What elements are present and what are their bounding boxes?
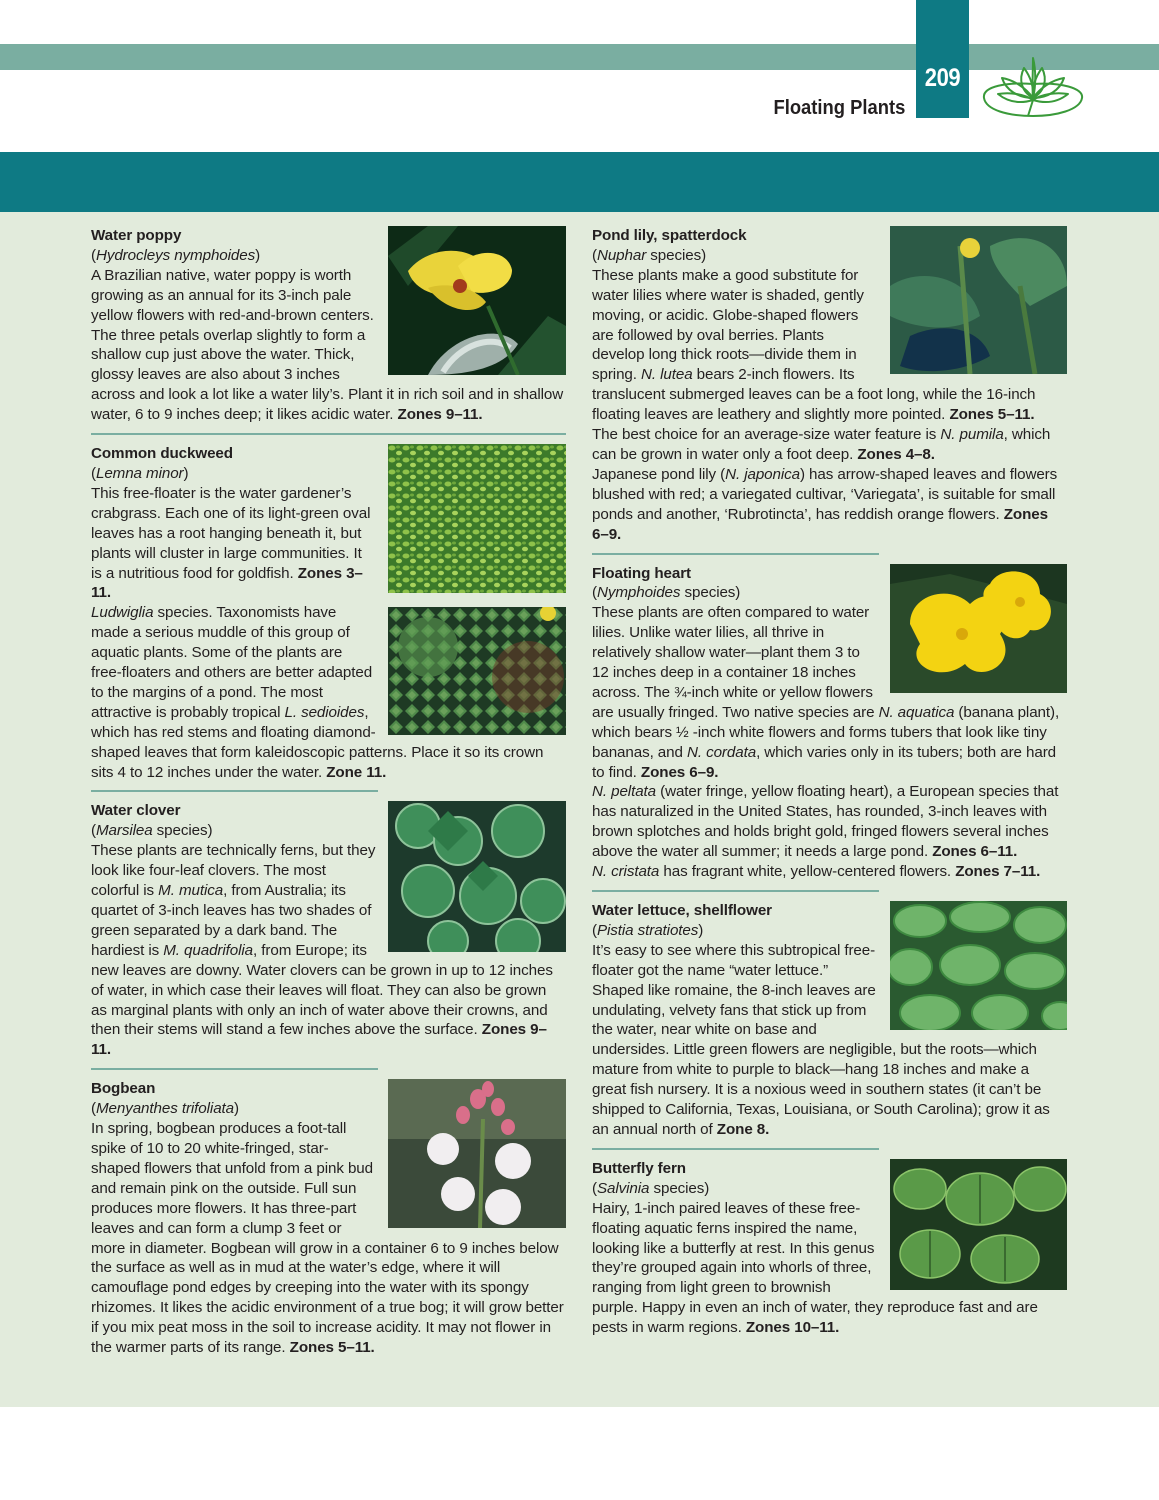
section-divider [91,1068,378,1070]
species-name: N. peltata [592,783,657,801]
entry-title: Water clover [91,802,181,820]
photo-ludwigia [388,607,566,735]
entry-body: , from Australia; its quartet of 3-inch leaves has two shades of green separated by a dark band. The hardiest is [91,882,372,959]
botanical-name: Marsilea [95,822,153,840]
botanical-name: Lemna minor [95,464,184,482]
entry-body: Japanese pond lily ( [592,465,726,483]
photo-bogbean [388,1079,566,1228]
page-number: 209 [924,64,961,92]
entry-water-poppy: Water poppy (Hydrocleys nymphoides) A Brazilian native, water poppy is worth growing as an annual for its 3-inch pale yellow flowers with red-and-brown centers. The three petals overlap slightly to form a shallow cup just above the water. Thick, glossy leaves are also about 3 inches across and look a lot like a water lily’s. Plant it in rich soil and in shallow water, 6 to 9 inches deep; it likes acidic water. Zones 9–11. [91,226,566,425]
entry-body: , which can be grown in water only a foot deep. [592,426,1051,463]
page-number-tab [916,0,969,118]
section-divider [91,790,378,792]
species-name: L. sedioides [284,703,365,721]
photo-pond-lily [890,226,1067,374]
entry-floating-heart: Floating heart (Nymphoides species) These plants are often compared to water lilies. Unlike water lilies, all thrive in relatively shallow water—plant them 3 to 12 inches deep in a container 18 inches across. The ¾-inch white or yellow flowers are usually fringed. Two native species are N. aquatica (banana plant), which bears ½ -inch white flowers and forms tubers that look like tiny bananas, and N. cordata, which varies only in its tubers; both are hard to find. Zones 6–9. N. peltata (water fringe, yellow floating heart), a European species that has naturalized in the United States, has rounded, 3-inch leaves with brown splotches and holds bright gold, fringed flowers several inches above the water all summer; it needs a large pond. Zones 6–11. N. cristata has fragrant white, yellow-centered flowers. Zones 7–11. [592,564,1067,883]
zones-label: Zones 9–11. [91,1021,547,1059]
species-name: N. cordata [686,743,757,761]
zones-label: Zones 9–11. [397,406,483,424]
zones-label: Zones 4–8. [857,445,935,463]
botanical-name: Nymphoides [596,584,681,602]
species-name: N. pumila [940,426,1004,444]
photo-duckweed [388,444,566,593]
entry-common-duckweed: Common duckweed (Lemna minor) This free-floater is the water gardener’s crabgrass. Each one of its light-green oval leaves has a root hanging beneath it, but plants will cluster in large communities. It is a nutritious food for goldfish. Zones 3–11. Ludwiglia species. Taxonomists have made a serious muddle of this group of aquatic plants. Some of the plants are free-floaters and others are better adapted to the margins of a pond. The most attractive is probably tropical L. sedioides, which has red stems and floating diamond-shaped leaves that form kaleidoscopic patterns. Place it so its crown sits 4 to 12 inches under the water. Zone 11. [91,444,566,782]
species-name: M. mutica [158,882,224,900]
entry-body: It’s easy to see where this subtropical free-floater got the name “water lettuce.” Shaped like romaine, the 8-inch leaves are undulating, velvety fans that stick up from the water, near white on base and undersides. Little green flowers are negligible, but the roots—which mature from white to purple to black—hang 18 inches and make a great fish nursery. It is a noxious weed in southern states (it can’t be shipped to California, Texas, Louisiana, or South Carolina); grow it as an annual north of [592,941,1050,1138]
zones-label: Zones 6–9. [592,505,1048,543]
entry-body: The best choice for an average-size water feature is [592,426,941,444]
zones-label: Zones 10–11. [745,1319,840,1337]
species-name: N. japonica [725,465,800,483]
entry-title: Water lettuce, shellflower [592,902,772,919]
botanical-suffix: species) [680,584,741,602]
botanical-name: Menyanthes trifoliata [95,1100,235,1118]
zones-label: Zones 3–11. [91,564,363,602]
photo-butterfly-fern [890,1159,1067,1290]
entry-title: Pond lily, spatterdock [592,227,747,244]
zones-label: Zones 6–11. [932,843,1018,861]
entry-title: Water poppy [91,227,182,244]
section-divider [592,890,879,892]
entry-body: This free-floater is the water gardener’s crabgrass. Each one of its light-green oval leaves has a root hanging beneath it, but plants will cluster in large communities. It is a nutritious food for goldfish. [91,484,371,582]
left-column [91,226,566,1358]
entry-water-clover: Water clover (Marsilea species) These plants are technically ferns, but they look like four-leaf clovers. The most colorful is M. mutica, from Australia; its quartet of 3-inch leaves has two shades of green separated by a dark band. The hardiest is M. quadrifolia, from Europe; its new leaves are downy. Water clovers can be grown in up to 12 inches of water, in which case their leaves will float. They can also be grown as marginal plants with only an inch of water above their crowns, and then their stems will stand a few inches above the surface. Zones 9–11. [91,801,566,1060]
entry-title: Floating heart [592,564,692,582]
entry-body: has fragrant white, yellow-centered flowers. [659,863,952,881]
section-divider [592,553,879,555]
entry-body: These plants are technically ferns, but they look like four-leaf clovers. The most colorful is [91,842,376,900]
zones-label: Zones 6–9. [640,763,719,781]
botanical-suffix: species) [646,246,707,264]
photo-floating-heart [890,564,1067,693]
botanical-name: Hydrocleys nymphoides [95,246,256,264]
entry-pond-lily: Pond lily, spatterdock (Nuphar species) These plants make a good substitute for water lilies where water is shaded, gently moving, or acidic. Globe-shaped flowers are followed by oval berries. Plants develop long thick roots—divide them in spring. N. lutea bears 2-inch flowers. Its translucent submerged leaves can be a foot long, while the 16-inch floating leaves are leathery and slightly more pointed. Zones 5–11. The best choice for an average-size water feature is N. pumila, which can be grown in water only a foot deep. Zones 4–8. Japanese pond lily (N. japonica) has arrow-shaped leaves and flowers blushed with red; a variegated cultivar, ‘Variegata’, is suitable for small ponds and another, ‘Rubrotincta’, has reddish orange flowers. Zones 6–9. [592,226,1067,545]
entry-bogbean: Bogbean (Menyanthes trifoliata) In spring, bogbean produces a foot-tall spike of 10 to 20 white-fringed, star-shaped flowers that unfold from a pink bud and remain pink on the outside. Full sun produces more flowers. It has three-part leaves and can form a clump 3 feet or more in diameter. Bogbean will grow in a container 6 to 9 inches below the surface as well as in mud at the water’s edge, where it will camouflage pond edges by creeping into the water with its spongy rhizomes. It likes the acidic environment of a true bog; it will grow better if you mix peat moss in the soil to increase acidity. It may not flower in the warmer parts of its range. Zones 5–11. [91,1079,566,1358]
entry-title: Bogbean [91,1080,156,1098]
species-name: N. aquatica [878,703,955,721]
entry-title: Common duckweed [91,445,233,463]
genus-name: Ludwiglia [91,604,154,622]
zones-label: Zone 11. [326,763,387,781]
entry-water-lettuce: Water lettuce, shellflower (Pistia stratiotes) It’s easy to see where this subtropical free-floater got the name “water lettuce.” Shaped like romaine, the 8-inch leaves are undulating, velvety fans that stick up from the water, near white on base and undersides. Little green flowers are negligible, but the roots—which mature from white to purple to black—hang 18 inches and make a great fish nursery. It is a noxious weed in southern states (it can’t be shipped to California, Texas, Louisiana, or South Carolina); grow it as an annual north of Zone 8. [592,901,1067,1140]
entry-body: Hairy, 1-inch paired leaves of these free-floating aquatic ferns inspired the name, looking like a butterfly at rest. In this genus they’re grouped again into whorls of three, ranging from light green to brownish purple. Happy in even an inch of water, they reproduce fast and are pests in warm regions. [592,1199,1038,1337]
entry-body: A Brazilian native, water poppy is worth growing as an annual for its 3-inch pale yellow flowers with red-and-brown centers. The three petals overlap slightly to form a shallow cup just above the water. Thick, glossy leaves are also about 3 inches across and look a lot like a water lily’s. Plant it in rich soil and in shallow water, 6 to 9 inches deep; it likes acidic water. [91,266,564,424]
entry-body: These plants are often compared to water lilies. Unlike water lilies, all thrive in relatively shallow water—plant them 3 to 12 inches deep in a container 18 inches across. The ¾-inch white or yellow flowers are usually fringed. Two native species are [592,604,879,721]
entry-body: (water fringe, yellow floating heart), a European species that has naturalized in the United States, has rounded, 3-inch leaves with brown splotches and holds bright gold, fringed flowers several inches above the water all summer; it needs a large pond. [592,783,1059,861]
entry-body: In spring, bogbean produces a foot-tall spike of 10 to 20 white-fringed, star-shaped flowers that unfold from a pink bud and remain pink on the outside. Full sun produces more flowers. It has three-part leaves and can form a clump 3 feet or more in diameter. Bogbean will grow in a container 6 to 9 inches below the surface as well as in mud at the water’s edge, where it will camouflage pond edges by creeping into the water with its spongy rhizomes. It likes the acidic environment of a true bog; it will grow better if you mix peat moss in the soil to increase acidity. It may not flower in the warmer parts of its range. [91,1120,564,1357]
species-name: M. quadrifolia [163,941,254,959]
title-bar [0,152,1159,212]
photo-water-poppy [388,226,566,375]
entry-body: , which has red stems and floating diamond-shaped leaves that form kaleidoscopic patterns. Place it so its crown sits 4 to 12 inches under the water. [91,703,544,781]
species-name: N. lutea [641,366,693,384]
species-name: N. cristata [592,863,660,881]
zones-label: Zone 8. [716,1120,770,1138]
botanical-suffix: species) [649,1179,710,1197]
section-title: Floating Plants [773,97,905,119]
zones-label: Zones 7–11. [955,863,1041,881]
water-lily-icon [978,52,1088,120]
entry-body: These plants make a good substitute for water lilies where water is shaded, gently moving, or acidic. Globe-shaped flowers are followed by oval berries. Plants develop long thick roots—divide them in spring. [592,266,864,384]
zones-label: Zones 5–11. [949,406,1035,424]
photo-water-clover [388,801,566,952]
entry-body: , from Europe; its new leaves are downy. Water clovers can be grown in up to 12 inches of water, in which case their leaves will float. They can also be grown as marginal plants with only an inch of water above their crowns, and then their stems will stand a few inches above the surface. [91,941,553,1039]
section-divider [592,1148,879,1150]
entry-title: Butterfly fern [592,1159,686,1177]
entry-body: , which varies only in its tubers; both are hard to find. [592,743,1057,781]
entry-butterfly-fern: Butterfly fern (Salvinia species) Hairy, 1-inch paired leaves of these free-floating aquatic ferns inspired the name, looking like a butterfly at rest. In this genus they’re grouped again into whorls of three, ranging from light green to brownish purple. Happy in even an inch of water, they reproduce fast and are pests in warm regions. Zones 10–11. [592,1159,1067,1338]
botanical-name: Salvinia [596,1179,650,1197]
botanical-name: Nuphar [596,246,647,264]
entry-body: ) has arrow-shaped leaves and flowers blushed with red; a variegated cultivar, ‘Variegata’, is suitable for small ponds and another, ‘Rubrotincta’, has reddish orange flowers. [592,465,1058,523]
entry-body: bears 2-inch flowers. Its translucent submerged leaves can be a foot long, while the 16-inch floating leaves are leathery and slightly more pointed. [592,366,1036,424]
section-divider [91,433,566,435]
zones-label: Zones 5–11. [289,1339,375,1357]
right-column [592,226,1067,1338]
botanical-suffix: species) [152,822,213,840]
photo-water-lettuce [890,901,1067,1030]
entry-body: species. Taxonomists have made a serious muddle of this group of aquatic plants. Some of the plants are free-floaters and others are better adapted to the margins of a pond. The most attractive is probably tropical [91,604,373,721]
botanical-name: Pistia stratiotes [596,921,699,939]
entry-body: (banana plant), which bears ½ -inch white flowers and forms tubers that look like tiny bananas, and [592,703,1060,761]
